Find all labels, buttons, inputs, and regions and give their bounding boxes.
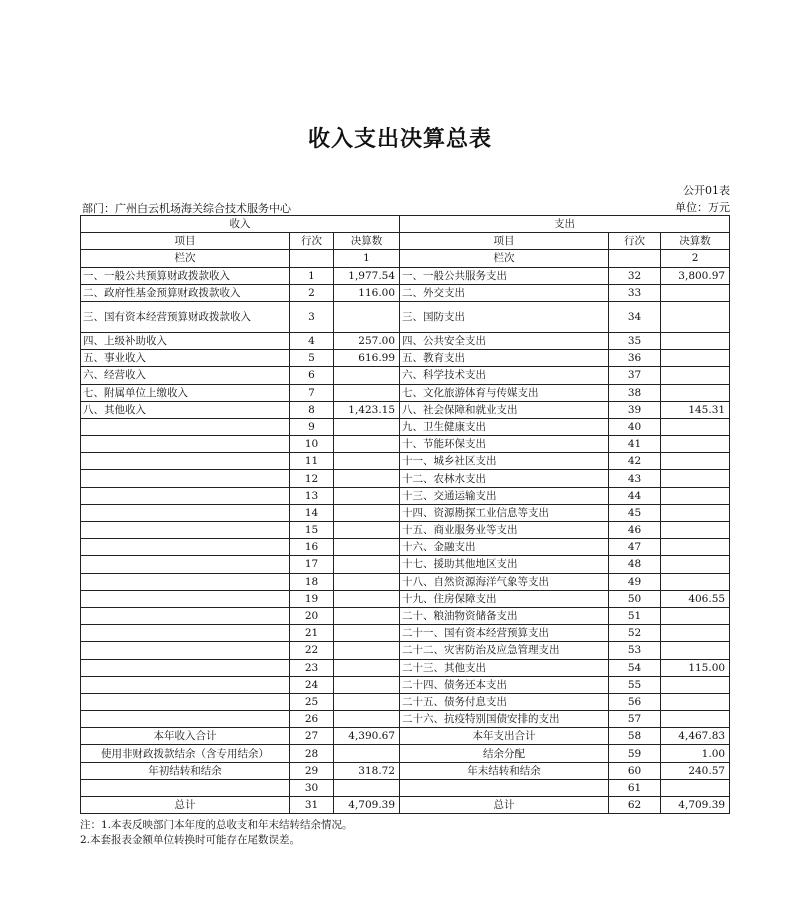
income-item-cell: 一、一般公共预算财政拨款收入: [81, 267, 290, 284]
expense-item-cell: 一、一般公共服务支出: [400, 267, 609, 284]
income-line-cell: 31: [290, 797, 334, 814]
income-line-cell: 14: [290, 504, 334, 521]
income-item-cell: [81, 711, 290, 728]
income-line-cell: 24: [290, 676, 334, 693]
income-line-cell: 16: [290, 539, 334, 556]
income-amount-cell: [334, 590, 400, 607]
table-row: [81, 590, 730, 607]
income-item-cell: 年初结转和结余: [81, 762, 290, 779]
table-row: [81, 522, 730, 539]
income-line-cell: 3: [290, 301, 334, 332]
expense-line-cell: 54: [609, 659, 661, 676]
expense-line-cell: 44: [609, 487, 661, 504]
expense-item-cell: 二十六、抗疫特别国债安排的支出: [400, 711, 609, 728]
income-item-cell: [81, 625, 290, 642]
income-line-cell: 2: [290, 284, 334, 301]
expense-index-number: 2: [661, 250, 730, 267]
total-row: [81, 728, 730, 745]
expense-item-cell: 二十五、债务付息支出: [400, 693, 609, 710]
income-amount-cell: 1,977.54: [334, 267, 400, 284]
expense-item-cell: 十六、金融支出: [400, 539, 609, 556]
expense-line-cell: 41: [609, 436, 661, 453]
income-item-cell: [81, 779, 290, 796]
income-item-cell: [81, 659, 290, 676]
page-title: 收入支出决算总表: [307, 126, 492, 152]
income-line-cell: 22: [290, 642, 334, 659]
expense-line-cell: 51: [609, 607, 661, 624]
expense-line-cell: 58: [609, 728, 661, 745]
expense-item-cell: 二十、粮油物资储备支出: [400, 607, 609, 624]
income-line-cell: 8: [290, 401, 334, 418]
expense-index-blank: [609, 250, 661, 267]
expense-item-cell: [400, 779, 609, 796]
table-row: [81, 625, 730, 642]
expense-amount-cell: [661, 367, 730, 384]
expense-index-label: 栏次: [400, 250, 609, 267]
table-row: [81, 573, 730, 590]
expense-amount-cell: 1.00: [661, 745, 730, 762]
footnote-1: 注：1.本表反映部门本年度的总收支和年末结转结余情况。: [80, 819, 353, 831]
expense-item-cell: 二十三、其他支出: [400, 659, 609, 676]
expense-line-cell: 43: [609, 470, 661, 487]
expense-line-cell: 53: [609, 642, 661, 659]
expense-amount-header: 决算数: [661, 233, 730, 250]
income-amount-cell: [334, 693, 400, 710]
table-row: [81, 284, 730, 301]
income-line-cell: 5: [290, 350, 334, 367]
expense-item-cell: 十二、农林水支出: [400, 470, 609, 487]
income-line-cell: 18: [290, 573, 334, 590]
income-line-cell: 21: [290, 625, 334, 642]
expense-amount-cell: [661, 522, 730, 539]
expense-item-cell: 年末结转和结余: [400, 762, 609, 779]
income-line-cell: 11: [290, 453, 334, 470]
expense-line-cell: 33: [609, 284, 661, 301]
table-row: [81, 367, 730, 384]
expense-amount-cell: 240.57: [661, 762, 730, 779]
expense-line-cell: 42: [609, 453, 661, 470]
income-line-cell: 30: [290, 779, 334, 796]
expense-amount-cell: [661, 539, 730, 556]
income-amount-cell: 4,390.67: [334, 728, 400, 745]
income-line-cell: 19: [290, 590, 334, 607]
expense-item-cell: 十四、资源勘探工业信息等支出: [400, 504, 609, 521]
income-amount-cell: [334, 522, 400, 539]
expense-amount-cell: [661, 556, 730, 573]
expense-amount-cell: [661, 676, 730, 693]
expense-line-cell: 47: [609, 539, 661, 556]
income-line-cell: 20: [290, 607, 334, 624]
table-row: [81, 504, 730, 521]
table-row: [81, 539, 730, 556]
income-line-cell: 1: [290, 267, 334, 284]
expense-item-cell: 结余分配: [400, 745, 609, 762]
income-line-cell: 7: [290, 384, 334, 401]
income-amount-cell: [334, 676, 400, 693]
expense-line-header: 行次: [609, 233, 661, 250]
income-item-cell: 八、其他收入: [81, 401, 290, 418]
income-amount-cell: [334, 745, 400, 762]
income-amount-cell: [334, 659, 400, 676]
expense-amount-cell: [661, 453, 730, 470]
income-item-cell: [81, 487, 290, 504]
income-line-cell: 6: [290, 367, 334, 384]
expense-line-cell: 59: [609, 745, 661, 762]
expense-amount-cell: 115.00: [661, 659, 730, 676]
expense-amount-cell: [661, 693, 730, 710]
income-line-cell: 23: [290, 659, 334, 676]
income-item-cell: [81, 418, 290, 435]
expense-amount-cell: [661, 384, 730, 401]
table-row: [81, 267, 730, 284]
income-expense-table: [80, 215, 730, 814]
expense-line-cell: 49: [609, 573, 661, 590]
income-line-cell: 27: [290, 728, 334, 745]
income-amount-cell: 616.99: [334, 350, 400, 367]
expense-amount-cell: [661, 332, 730, 349]
income-line-cell: 4: [290, 332, 334, 349]
expense-line-cell: 37: [609, 367, 661, 384]
expense-line-cell: 45: [609, 504, 661, 521]
expense-line-cell: 40: [609, 418, 661, 435]
income-amount-cell: [334, 453, 400, 470]
income-line-cell: 12: [290, 470, 334, 487]
income-amount-header: 决算数: [334, 233, 400, 250]
unit-label: 单位：万元: [675, 201, 730, 214]
income-amount-cell: 1,423.15: [334, 401, 400, 418]
expense-item-cell: 二、外交支出: [400, 284, 609, 301]
expense-line-cell: 60: [609, 762, 661, 779]
expense-line-cell: 56: [609, 693, 661, 710]
expense-item-cell: 三、国防支出: [400, 301, 609, 332]
table-row: [81, 676, 730, 693]
table-row: [81, 384, 730, 401]
income-item-cell: [81, 539, 290, 556]
column-index-row: [81, 250, 730, 267]
income-amount-cell: [334, 504, 400, 521]
income-item-cell: [81, 642, 290, 659]
expense-amount-cell: 4,467.83: [661, 728, 730, 745]
expense-item-cell: 本年支出合计: [400, 728, 609, 745]
table-row: [81, 436, 730, 453]
expense-item-cell: 总计: [400, 797, 609, 814]
expense-item-cell: 十、节能环保支出: [400, 436, 609, 453]
expense-line-cell: 55: [609, 676, 661, 693]
department-label: 部门：广州白云机场海关综合技术服务中心: [82, 202, 291, 215]
income-item-cell: 二、政府性基金预算财政拨款收入: [81, 284, 290, 301]
expense-item-cell: 二十一、国有资本经营预算支出: [400, 625, 609, 642]
table-row: [81, 556, 730, 573]
expense-line-cell: 62: [609, 797, 661, 814]
expense-amount-cell: [661, 470, 730, 487]
income-amount-cell: [334, 573, 400, 590]
table-row: [81, 487, 730, 504]
income-line-cell: 9: [290, 418, 334, 435]
table-row: [81, 401, 730, 418]
income-item-cell: [81, 504, 290, 521]
expense-line-cell: 52: [609, 625, 661, 642]
expense-line-cell: 38: [609, 384, 661, 401]
income-amount-cell: [334, 711, 400, 728]
column-header-row: [81, 233, 730, 250]
table-row: [81, 350, 730, 367]
expense-amount-cell: 4,709.39: [661, 797, 730, 814]
total-row: [81, 762, 730, 779]
income-amount-cell: 318.72: [334, 762, 400, 779]
expense-amount-cell: [661, 642, 730, 659]
expense-line-cell: 32: [609, 267, 661, 284]
income-amount-cell: [334, 487, 400, 504]
income-item-cell: [81, 607, 290, 624]
table-row: [81, 418, 730, 435]
expense-line-cell: 57: [609, 711, 661, 728]
table-row: [81, 659, 730, 676]
income-index-number: 1: [334, 250, 400, 267]
income-item-cell: 六、经营收入: [81, 367, 290, 384]
expense-item-cell: 十八、自然资源海洋气象等支出: [400, 573, 609, 590]
expense-item-cell: 六、科学技术支出: [400, 367, 609, 384]
income-amount-cell: [334, 779, 400, 796]
table-row: [81, 332, 730, 349]
total-row: [81, 797, 730, 814]
expense-amount-cell: [661, 504, 730, 521]
income-amount-cell: [334, 301, 400, 332]
income-index-blank: [290, 250, 334, 267]
income-line-cell: 26: [290, 711, 334, 728]
table-row: [81, 470, 730, 487]
income-line-cell: 29: [290, 762, 334, 779]
expense-amount-cell: [661, 418, 730, 435]
section-header-row: [81, 216, 730, 233]
expense-line-cell: 35: [609, 332, 661, 349]
income-amount-cell: [334, 418, 400, 435]
income-item-cell: 七、附属单位上缴收入: [81, 384, 290, 401]
income-item-cell: [81, 453, 290, 470]
expense-line-cell: 48: [609, 556, 661, 573]
expense-amount-cell: [661, 301, 730, 332]
income-amount-cell: 4,709.39: [334, 797, 400, 814]
table-row: [81, 453, 730, 470]
income-line-cell: 25: [290, 693, 334, 710]
expense-section-header: 支出: [400, 216, 730, 233]
footnote-2: 2.本套报表金额单位转换时可能存在尾数误差。: [80, 834, 301, 846]
expense-amount-cell: [661, 625, 730, 642]
footnotes: [80, 818, 353, 848]
expense-line-cell: 50: [609, 590, 661, 607]
income-line-cell: 17: [290, 556, 334, 573]
income-item-cell: [81, 573, 290, 590]
income-amount-cell: [334, 625, 400, 642]
income-item-cell: 本年收入合计: [81, 728, 290, 745]
expense-line-cell: 36: [609, 350, 661, 367]
income-section-header: 收入: [81, 216, 400, 233]
income-amount-cell: [334, 642, 400, 659]
expense-item-cell: 十九、住房保障支出: [400, 590, 609, 607]
expense-item-cell: 十三、交通运输支出: [400, 487, 609, 504]
table-row: [81, 642, 730, 659]
expense-amount-cell: 406.55: [661, 590, 730, 607]
expense-amount-cell: [661, 284, 730, 301]
income-amount-cell: [334, 436, 400, 453]
income-item-cell: 总计: [81, 797, 290, 814]
expense-amount-cell: [661, 607, 730, 624]
expense-amount-cell: 3,800.97: [661, 267, 730, 284]
expense-item-cell: 五、教育支出: [400, 350, 609, 367]
income-item-cell: 使用非财政拨款结余（含专用结余）: [81, 745, 290, 762]
income-item-cell: [81, 590, 290, 607]
table-row: [81, 711, 730, 728]
income-line-cell: 13: [290, 487, 334, 504]
expense-amount-cell: [661, 573, 730, 590]
income-line-header: 行次: [290, 233, 334, 250]
expense-amount-cell: [661, 779, 730, 796]
income-amount-cell: [334, 607, 400, 624]
expense-item-header: 项目: [400, 233, 609, 250]
income-amount-cell: [334, 470, 400, 487]
expense-item-cell: 四、公共安全支出: [400, 332, 609, 349]
table-row: [81, 607, 730, 624]
income-amount-cell: 116.00: [334, 284, 400, 301]
expense-item-cell: 八、社会保障和就业支出: [400, 401, 609, 418]
income-item-cell: [81, 693, 290, 710]
expense-amount-cell: [661, 487, 730, 504]
expense-amount-cell: [661, 350, 730, 367]
income-index-label: 栏次: [81, 250, 290, 267]
income-item-cell: 四、上级补助收入: [81, 332, 290, 349]
expense-line-cell: 46: [609, 522, 661, 539]
income-item-cell: [81, 436, 290, 453]
expense-item-cell: 十七、援助其他地区支出: [400, 556, 609, 573]
income-line-cell: 15: [290, 522, 334, 539]
expense-line-cell: 61: [609, 779, 661, 796]
expense-amount-cell: [661, 436, 730, 453]
income-item-header: 项目: [81, 233, 290, 250]
total-row: [81, 779, 730, 796]
expense-item-cell: 二十四、债务还本支出: [400, 676, 609, 693]
income-item-cell: [81, 522, 290, 539]
income-item-cell: 三、国有资本经营预算财政拨款收入: [81, 301, 290, 332]
income-amount-cell: [334, 556, 400, 573]
expense-amount-cell: 145.31: [661, 401, 730, 418]
income-item-cell: [81, 676, 290, 693]
expense-line-cell: 34: [609, 301, 661, 332]
expense-item-cell: 七、文化旅游体育与传媒支出: [400, 384, 609, 401]
income-item-cell: 五、事业收入: [81, 350, 290, 367]
income-item-cell: [81, 556, 290, 573]
form-number: 公开01表: [683, 184, 730, 197]
expense-item-cell: 二十二、灾害防治及应急管理支出: [400, 642, 609, 659]
income-item-cell: [81, 470, 290, 487]
table-row: [81, 301, 730, 332]
expense-item-cell: 九、卫生健康支出: [400, 418, 609, 435]
income-line-cell: 28: [290, 745, 334, 762]
income-amount-cell: [334, 384, 400, 401]
total-row: [81, 745, 730, 762]
expense-item-cell: 十五、商业服务业等支出: [400, 522, 609, 539]
expense-line-cell: 39: [609, 401, 661, 418]
income-amount-cell: 257.00: [334, 332, 400, 349]
income-line-cell: 10: [290, 436, 334, 453]
table-row: [81, 693, 730, 710]
income-amount-cell: [334, 367, 400, 384]
expense-item-cell: 十一、城乡社区支出: [400, 453, 609, 470]
income-amount-cell: [334, 539, 400, 556]
expense-amount-cell: [661, 711, 730, 728]
